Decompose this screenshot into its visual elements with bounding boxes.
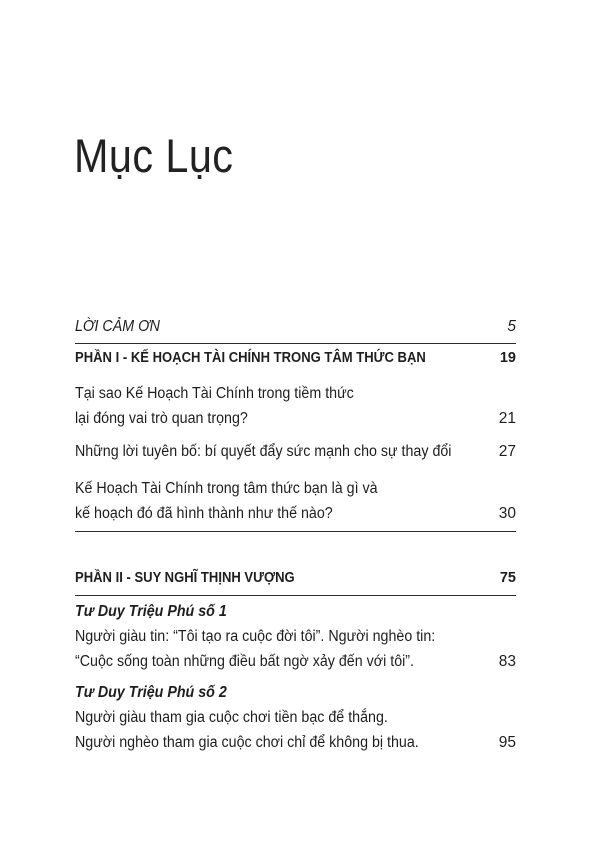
toc-entry[interactable] — [75, 381, 516, 431]
toc-page-number: 75 — [499, 570, 516, 586]
toc-page-number: 30 — [498, 505, 516, 522]
toc-part-1[interactable] — [75, 346, 516, 371]
toc-entry-label: LỜI CẢM ƠN — [75, 318, 160, 335]
toc-entry[interactable] — [75, 439, 516, 464]
toc-entry-acknowledgement[interactable] — [75, 314, 516, 339]
toc-page-number: 21 — [498, 410, 516, 427]
toc-part-label: PHẦN II - SUY NGHĨ THỊNH VƯỢNG — [75, 570, 295, 586]
divider — [75, 531, 516, 532]
toc-entry[interactable] — [75, 599, 516, 674]
toc-entry[interactable] — [75, 680, 516, 755]
toc-page-number: 83 — [498, 653, 516, 670]
toc-entry-heading: Tư Duy Triệu Phú số 2 — [75, 684, 227, 701]
toc-part-2[interactable] — [75, 566, 516, 591]
toc-entry-label: Những lời tuyên bố: bí quyết đẩy sức mạnh cho sự thay đổi — [75, 443, 452, 460]
divider — [75, 595, 516, 596]
toc-page-number: 5 — [507, 318, 516, 335]
toc-part-label: PHẦN I - KẾ HOẠCH TÀI CHÍNH TRONG TÂM THỨC BẠN — [75, 350, 426, 366]
toc-entry-heading: Tư Duy Triệu Phú số 1 — [75, 603, 227, 620]
toc-page-number: 19 — [499, 350, 516, 366]
toc-entry-label: Tư Duy Triệu Phú số 1 Người giàu tin: “Tôi tạo ra cuộc đời tôi”. Người nghèo tin: “Cuộc sống toàn những điều bất ngờ xảy đến với tôi”. — [75, 599, 443, 674]
page-title: Mục Lục — [74, 129, 234, 182]
toc-entry-label: Kế Hoạch Tài Chính trong tâm thức bạn là gì và kế hoạch đó đã hình thành như thế nào? — [75, 480, 378, 522]
toc-page-number: 95 — [498, 734, 516, 751]
toc-entry[interactable] — [75, 476, 516, 526]
divider — [75, 343, 516, 344]
toc-page-number: 27 — [498, 443, 516, 460]
toc-entry-label: Tư Duy Triệu Phú số 2 Người giàu tham gia cuộc chơi tiền bạc để thắng. Người nghèo tham gia cuộc chơi chỉ để không bị thua. — [75, 680, 443, 755]
toc-entry-label: Tại sao Kế Hoạch Tài Chính trong tiềm thức lại đóng vai trò quan trọng? — [75, 385, 354, 427]
